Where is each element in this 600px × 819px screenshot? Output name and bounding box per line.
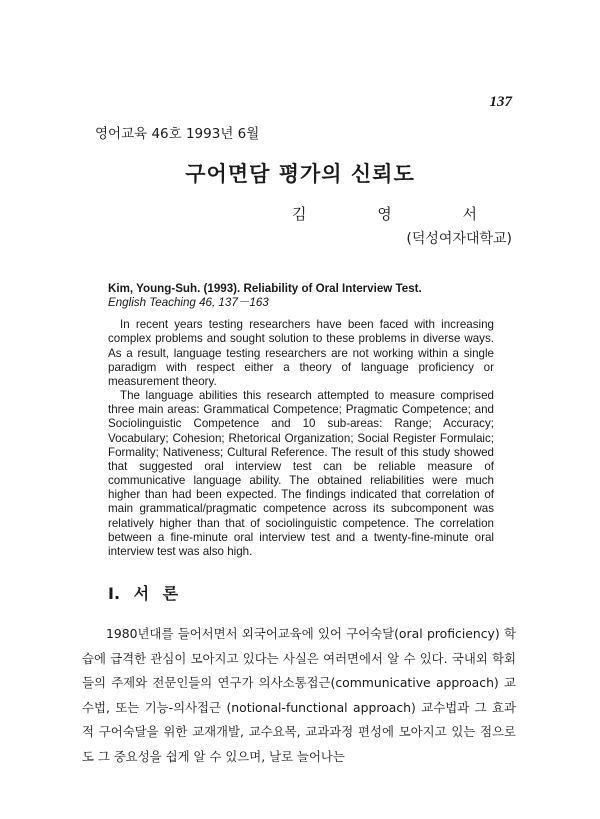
citation-block: [108, 282, 494, 310]
author-affiliation: (덕성여자대학교): [406, 231, 512, 247]
abstract: [108, 282, 494, 559]
journal-info: 영어교육 46호 1993년 6월: [95, 126, 260, 142]
abstract-paragraph: In recent years testing researchers have been faced with increasing complex problems and sought solution to these problems in diverse ways. As a result, language testing researchers are not working within a single paradigm with respect either a theory of language proficiency or measurement theory.: [108, 318, 494, 388]
body-paragraph: 1980년대를 들어서면서 외국어교육에 있어 구어숙달(oral proficiency) 학습에 급격한 관심이 모아지고 있다는 사실은 여러면에서 알 수 있다. 국내외 학회들의 주제와 전문인들의 연구가 의사소통접근(communicative approach) 교수법, 또는 기능-의사접근 (notional-functional approach) 교수법과 그 효과적 구어숙달을 위한 교재개발, 교수요목, 교과과정 편성에 모아지고 있는 점으로도 그 중요성을 쉽게 알 수 있으며, 날로 늘어나는: [82, 626, 516, 764]
abstract-paragraph: The language abilities this research attempted to measure comprised three main areas: Grammatical Competence; Pragmatic Competence; and Sociolinguistic Competence and 10 sub-areas: Range; Accuracy; Vocabulary; Cohesion; Rhetorical Organization; Social Register Formulaic; Formality; Nativeness; Cultural Reference. The result of this study showed that suggested oral interview test can be reliable measure of communicative language ability. The obtained reliabilities were much higher than had been expected. The findings indicated that correlation of main grammatical/pragmatic competence across its subcomponent was relatively higher than that of sociolinguistic competence. The correlation between a fine-minute oral interview test and a twenty-fine-minute oral interview test was also high.: [108, 389, 494, 558]
section-heading: I. 서 론: [108, 584, 179, 603]
source-reference: English Teaching 46, 137－163: [108, 296, 269, 310]
author-name: 김 영 서: [291, 205, 510, 223]
paper-title: 구어면담 평가의 신뢰도: [185, 162, 415, 186]
citation: Kim, Young-Suh. (1993). Reliability of Oral Interview Test.: [108, 282, 422, 295]
page-number: 137: [489, 94, 512, 110]
